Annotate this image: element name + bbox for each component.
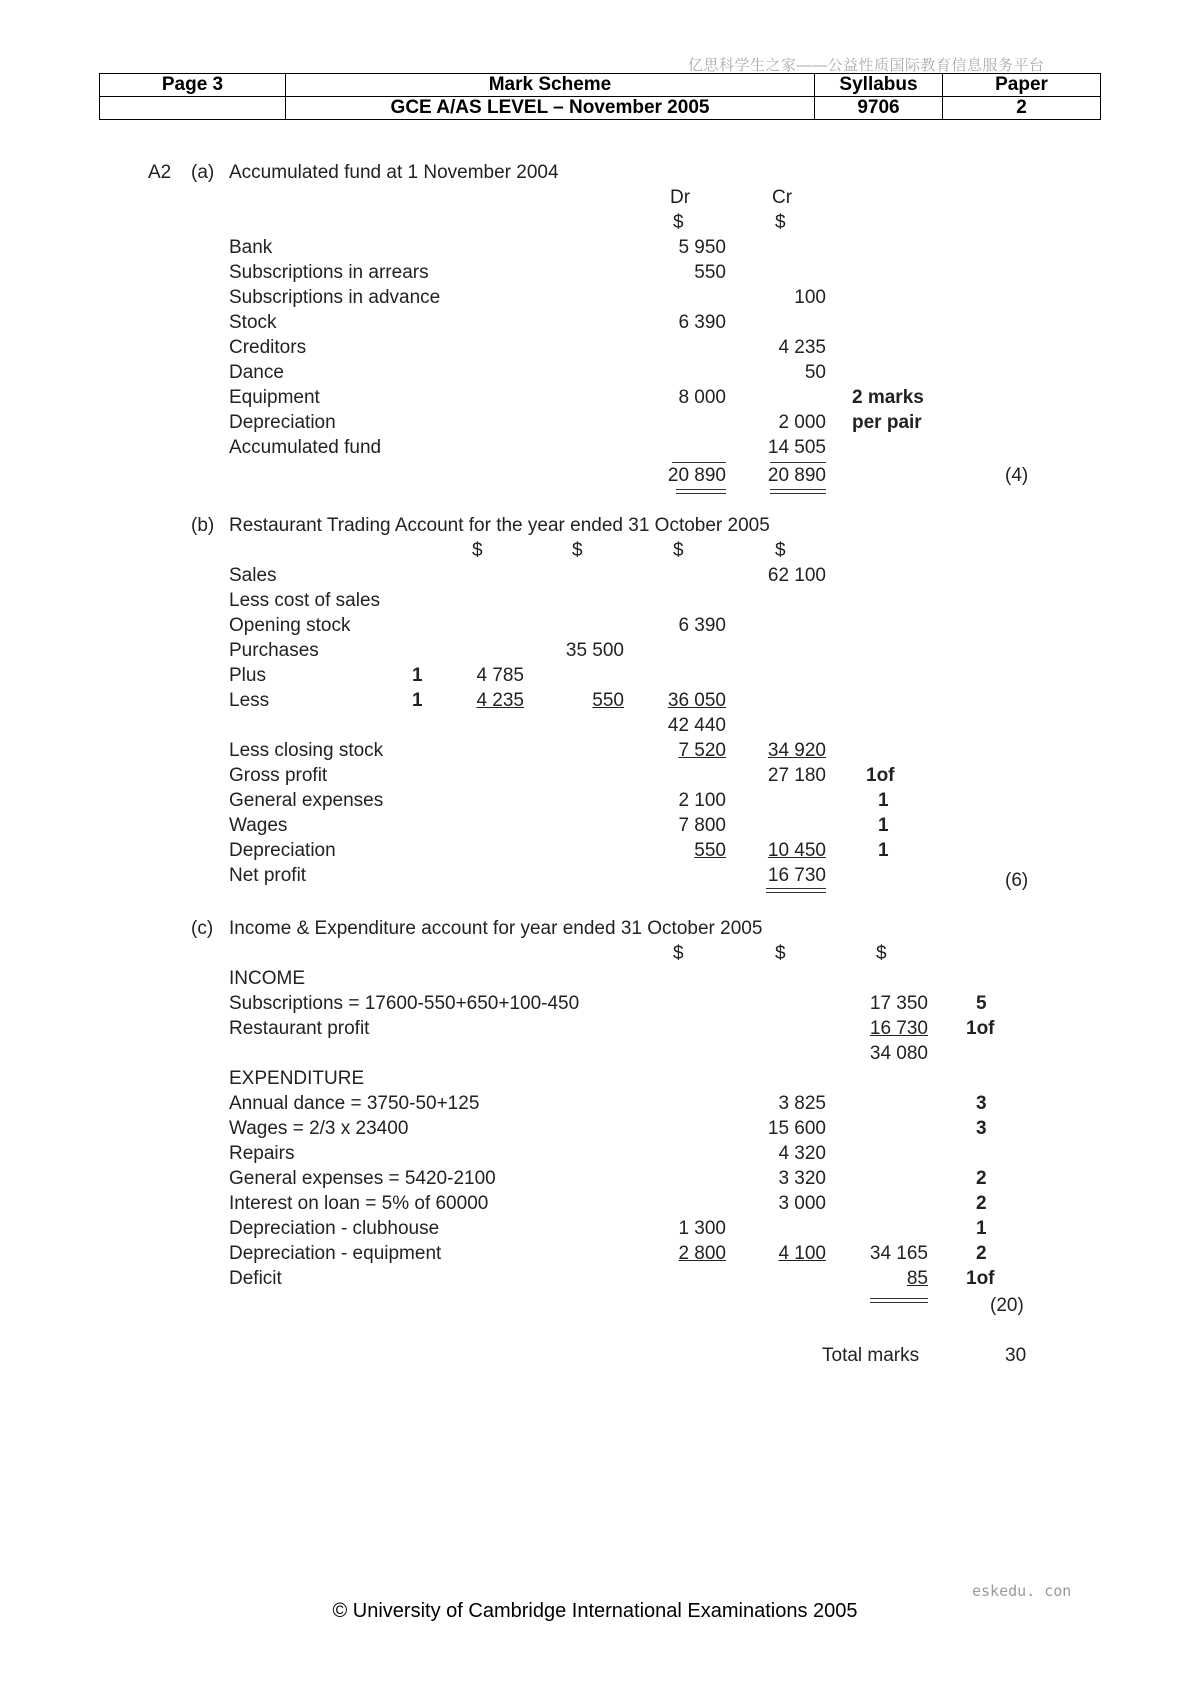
- value: 2 100: [678, 790, 726, 811]
- value: 2 800: [678, 1243, 726, 1264]
- line-label: General expenses: [229, 790, 384, 811]
- value: 10 450: [767, 840, 826, 861]
- line-label: Opening stock: [229, 615, 351, 636]
- line-label: General expenses = 5420-2100: [229, 1168, 496, 1189]
- value: 4 235: [476, 690, 524, 711]
- line-label: Subscriptions in advance: [229, 287, 441, 308]
- blank-cell: [100, 97, 286, 120]
- mark: 2: [976, 1243, 987, 1264]
- total-marks-label: Total marks: [822, 1345, 920, 1366]
- mark: 1of: [966, 1268, 995, 1289]
- value: 550: [694, 840, 726, 861]
- line-label: Less cost of sales: [229, 590, 381, 611]
- double-rule: [870, 1302, 928, 1303]
- section-heading: Accumulated fund at 1 November 2004: [229, 162, 559, 183]
- mark: 1: [976, 1218, 987, 1239]
- value: 7 520: [678, 740, 726, 761]
- part-label: (a): [191, 162, 215, 183]
- value: 85: [906, 1268, 928, 1289]
- value: 4 320: [778, 1143, 826, 1164]
- mark: 1: [878, 815, 889, 836]
- line-label: Less: [229, 690, 270, 711]
- cr-value: 4 235: [778, 337, 826, 358]
- value: 4 100: [778, 1243, 826, 1264]
- watermark-site: eskedu. con: [972, 1582, 1072, 1600]
- currency-symbol: $: [876, 943, 887, 964]
- document-title: Mark Scheme: [286, 74, 815, 97]
- line-label: Sales: [229, 565, 277, 586]
- marking-note: 2 marks: [852, 387, 924, 408]
- dr-value: 6 390: [678, 312, 726, 333]
- line-label: Plus: [229, 665, 266, 686]
- double-rule: [770, 489, 826, 490]
- value: 550: [592, 690, 624, 711]
- marking-note: per pair: [852, 412, 922, 433]
- line-label: Gross profit: [229, 765, 328, 786]
- subtotal: 34 080: [869, 1043, 928, 1064]
- line-label: Annual dance = 3750-50+125: [229, 1093, 480, 1114]
- watermark: 亿思科学生之家——公益性质国际教育信息服务平台: [688, 57, 1045, 74]
- line-label: Creditors: [229, 337, 307, 358]
- subheading: EXPENDITURE: [229, 1068, 365, 1089]
- line-label: Subscriptions = 17600-550+650+100-450: [229, 993, 580, 1014]
- total-dr: 20 890: [667, 465, 726, 486]
- part-label: (b): [191, 515, 215, 536]
- currency-symbol: $: [472, 540, 483, 561]
- dr-value: 8 000: [678, 387, 726, 408]
- rule: [770, 462, 826, 463]
- value: 3 825: [778, 1093, 826, 1114]
- mark: 2: [976, 1193, 987, 1214]
- double-rule: [676, 489, 726, 490]
- mark: 1of: [966, 1018, 995, 1039]
- value: 7 800: [678, 815, 726, 836]
- line-label: Restaurant profit: [229, 1018, 370, 1039]
- page-number: Page 3: [100, 74, 286, 97]
- section-heading: Restaurant Trading Account for the year ended 31 October 2005: [229, 515, 770, 536]
- mark: 1: [878, 790, 889, 811]
- syllabus-code: 9706: [815, 97, 943, 120]
- line-label: Depreciation: [229, 840, 336, 861]
- line-label: Wages = 2/3 x 23400: [229, 1118, 409, 1139]
- mark: 1of: [866, 765, 895, 786]
- currency-symbol: $: [572, 540, 583, 561]
- dr-value: 550: [694, 262, 726, 283]
- subheading: INCOME: [229, 968, 305, 989]
- value: 34 165: [869, 1243, 928, 1264]
- mark: 1: [412, 665, 423, 686]
- line-label: Less closing stock: [229, 740, 384, 761]
- value: 35 500: [565, 640, 624, 661]
- value: 6 390: [678, 615, 726, 636]
- marks-available: (4): [1005, 465, 1029, 486]
- value: 16 730: [767, 865, 826, 886]
- value: 34 920: [767, 740, 826, 761]
- section-heading: Income & Expenditure account for year ended 31 October 2005: [229, 918, 763, 939]
- currency-symbol: $: [775, 943, 786, 964]
- total-cr: 20 890: [767, 465, 826, 486]
- line-label: Depreciation - clubhouse: [229, 1218, 440, 1239]
- double-rule: [766, 892, 826, 893]
- currency-symbol: $: [673, 540, 684, 561]
- currency-symbol: $: [775, 540, 786, 561]
- mark: 5: [976, 993, 987, 1014]
- exam-subtitle: GCE A/AS LEVEL – November 2005: [286, 97, 815, 120]
- currency-symbol: $: [673, 212, 684, 233]
- line-label: Subscriptions in arrears: [229, 262, 429, 283]
- double-rule: [766, 888, 826, 889]
- line-label: Wages: [229, 815, 288, 836]
- value: 62 100: [767, 565, 826, 586]
- line-label: Depreciation - equipment: [229, 1243, 442, 1264]
- part-label: (c): [191, 918, 214, 939]
- value: 4 785: [476, 665, 524, 686]
- value: 27 180: [767, 765, 826, 786]
- value: 3 320: [778, 1168, 826, 1189]
- line-label: Repairs: [229, 1143, 295, 1164]
- paper-number: 2: [943, 97, 1101, 120]
- value: 16 730: [869, 1018, 928, 1039]
- mark: 1: [878, 840, 889, 861]
- header-table: [99, 73, 1101, 120]
- total-marks-value: 30: [1005, 1345, 1027, 1366]
- cr-header: Cr: [772, 187, 793, 208]
- mark: 3: [976, 1118, 987, 1139]
- double-rule: [870, 1298, 928, 1299]
- copyright-footer: © University of Cambridge International Examinations 2005: [332, 1600, 858, 1622]
- value: 17 350: [869, 993, 928, 1014]
- line-label: Net profit: [229, 865, 307, 886]
- mark: 3: [976, 1093, 987, 1114]
- line-label: Bank: [229, 237, 273, 258]
- rule: [672, 462, 726, 463]
- paper-label: Paper: [943, 74, 1101, 97]
- line-label: Interest on loan = 5% of 60000: [229, 1193, 489, 1214]
- dr-value: 5 950: [678, 237, 726, 258]
- mark: 1: [412, 690, 423, 711]
- line-label: Deficit: [229, 1268, 282, 1289]
- value: 15 600: [767, 1118, 826, 1139]
- line-label: Accumulated fund: [229, 437, 382, 458]
- cr-value: 50: [804, 362, 826, 383]
- value: 1 300: [678, 1218, 726, 1239]
- double-rule: [770, 493, 826, 494]
- dr-header: Dr: [670, 187, 691, 208]
- value: 3 000: [778, 1193, 826, 1214]
- cr-value: 100: [794, 287, 826, 308]
- double-rule: [676, 493, 726, 494]
- syllabus-label: Syllabus: [815, 74, 943, 97]
- marks-available: (6): [1005, 870, 1029, 891]
- cr-value: 2 000: [778, 412, 826, 433]
- mark: 2: [976, 1168, 987, 1189]
- line-label: Purchases: [229, 640, 319, 661]
- line-label: Dance: [229, 362, 284, 383]
- line-label: Stock: [229, 312, 277, 333]
- currency-symbol: $: [673, 943, 684, 964]
- line-label: Equipment: [229, 387, 320, 408]
- question-number: A2: [148, 162, 172, 183]
- marks-available: (20): [990, 1295, 1024, 1316]
- cr-value: 14 505: [767, 437, 826, 458]
- currency-symbol: $: [775, 212, 786, 233]
- value: 36 050: [667, 690, 726, 711]
- subtotal: 42 440: [667, 715, 726, 736]
- line-label: Depreciation: [229, 412, 336, 433]
